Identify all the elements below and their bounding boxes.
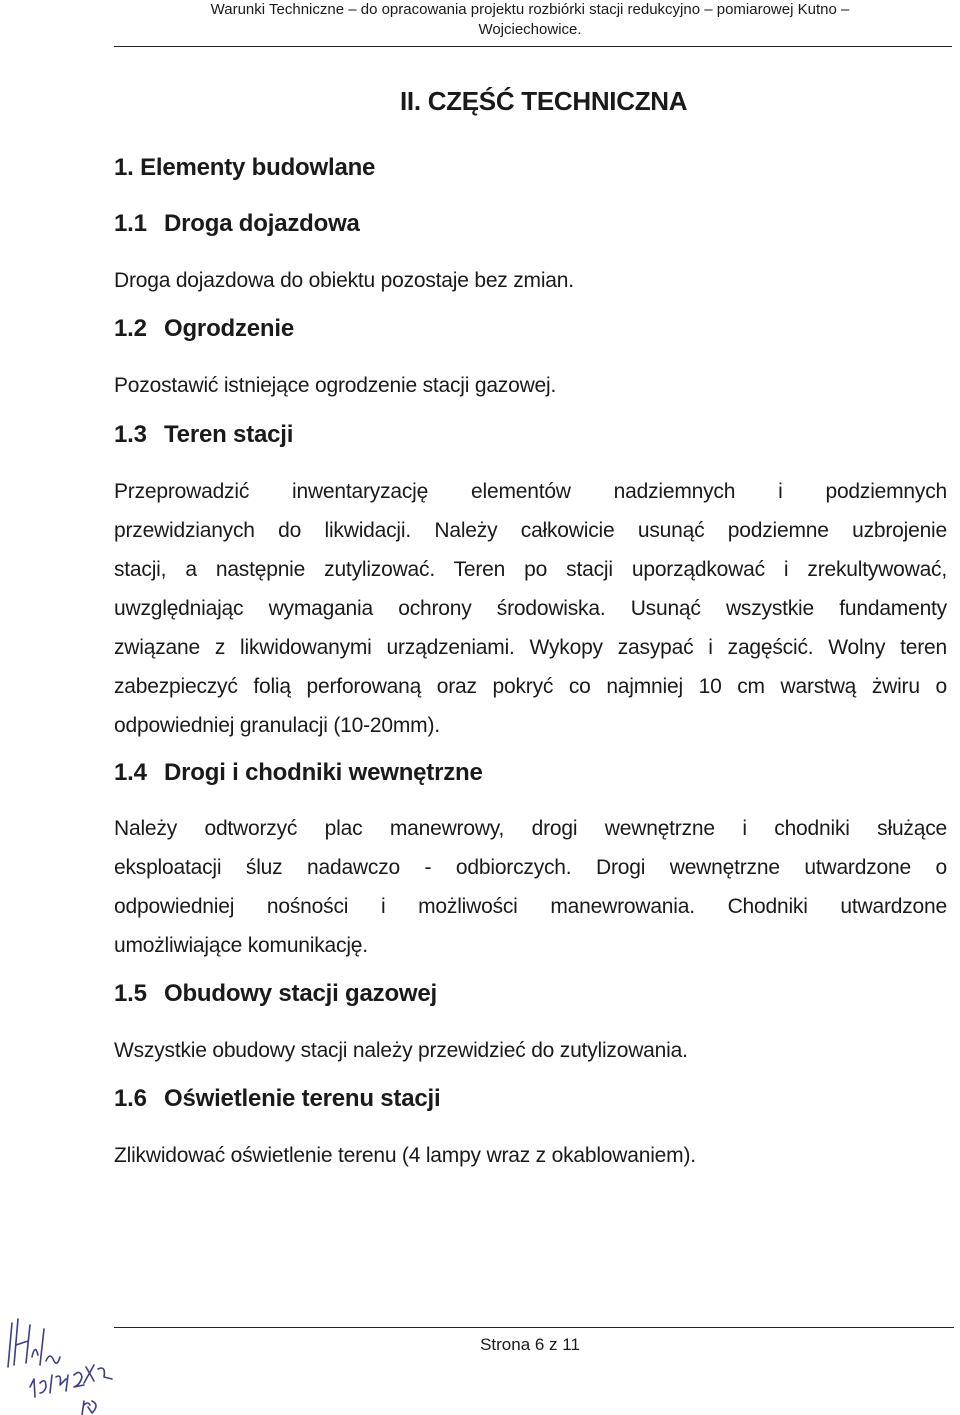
text-line: stacji, a następnie zutylizować. Teren po stacji uporządkować i zrekultywować,: [114, 558, 947, 581]
text-line: związane z likwidowanymi urządzeniami. Wykopy zasypać i zagęścić. Wolny teren: [114, 636, 947, 659]
section-1-5-text: Wszystkie obudowy stacji należy przewidzieć do zutylizowania.: [114, 1039, 688, 1062]
section-title: Obudowy stacji gazowej: [164, 980, 437, 1007]
section-1-2-text: Pozostawić istniejące ogrodzenie stacji gazowej.: [114, 374, 557, 397]
section-title: Teren stacji: [164, 421, 294, 448]
section-number: 1.3: [114, 421, 147, 448]
page-number: Strona 6 z 11: [480, 1335, 580, 1354]
section-1-heading: 1. Elementy budowlane: [114, 154, 376, 181]
section-1-3-text: [114, 472, 947, 745]
section-number: 1.4: [114, 759, 147, 786]
section-number: 1.5: [114, 980, 147, 1007]
text-line: odpowiedniej nośności i możliwości manewrowania. Chodniki utwardzone: [114, 895, 947, 918]
section-title: Oświetlenie terenu stacji: [164, 1085, 441, 1112]
text-line: Przeprowadzić inwentaryzację elementów nadziemnych i podziemnych: [114, 480, 947, 503]
section-number: 1.6: [114, 1085, 147, 1112]
section-1-6-text: Zlikwidować oświetlenie terenu (4 lampy wraz z okablowaniem).: [114, 1144, 696, 1167]
text-line: zabezpieczyć folią perforowaną oraz pokryć co najmniej 10 cm warstwą żwiru o: [114, 675, 947, 698]
part-title: II. CZĘŚĆ TECHNICZNA: [400, 86, 688, 116]
text-line: odpowiedniej granulacji (10-20mm).: [114, 714, 440, 737]
footer-rule: [114, 1327, 954, 1328]
section-1-4-text: [114, 809, 947, 965]
header-line-1: Warunki Techniczne – do opracowania projektu rozbiórki stacji redukcyjno – pomiarowej Kutno –: [210, 1, 850, 18]
section-title: Droga dojazdowa: [164, 210, 360, 237]
handwritten-signature: [0, 1305, 130, 1415]
text-line: umożliwiające komunikację.: [114, 934, 368, 957]
section-1-4-heading: [114, 759, 483, 787]
section-title: Ogrodzenie: [164, 315, 295, 342]
section-1-2-heading: [114, 315, 294, 343]
text-line: Należy odtworzyć plac manewrowy, drogi wewnętrzne i chodniki służące: [114, 817, 947, 840]
section-title: Drogi i chodniki wewnętrzne: [164, 759, 483, 786]
text-line: eksploatacji śluz nadawczo - odbiorczych. Drogi wewnętrzne utwardzone o: [114, 856, 947, 879]
section-number: 1.2: [114, 315, 147, 342]
section-number: 1.1: [114, 210, 147, 237]
section-1-1-heading: [114, 210, 360, 238]
header-rule: [114, 46, 952, 47]
section-1-5-heading: [114, 980, 437, 1008]
header-line-2: Wojciechowice.: [478, 21, 582, 38]
section-1-3-heading: [114, 421, 293, 449]
text-line: uwzględniając wymagania ochrony środowiska. Usunąć wszystkie fundamenty: [114, 597, 947, 620]
text-line: przewidzianych do likwidacji. Należy całkowicie usunąć podziemne uzbrojenie: [114, 519, 947, 542]
section-1-1-text: Droga dojazdowa do obiektu pozostaje bez zmian.: [114, 269, 574, 292]
section-1-6-heading: [114, 1085, 440, 1113]
